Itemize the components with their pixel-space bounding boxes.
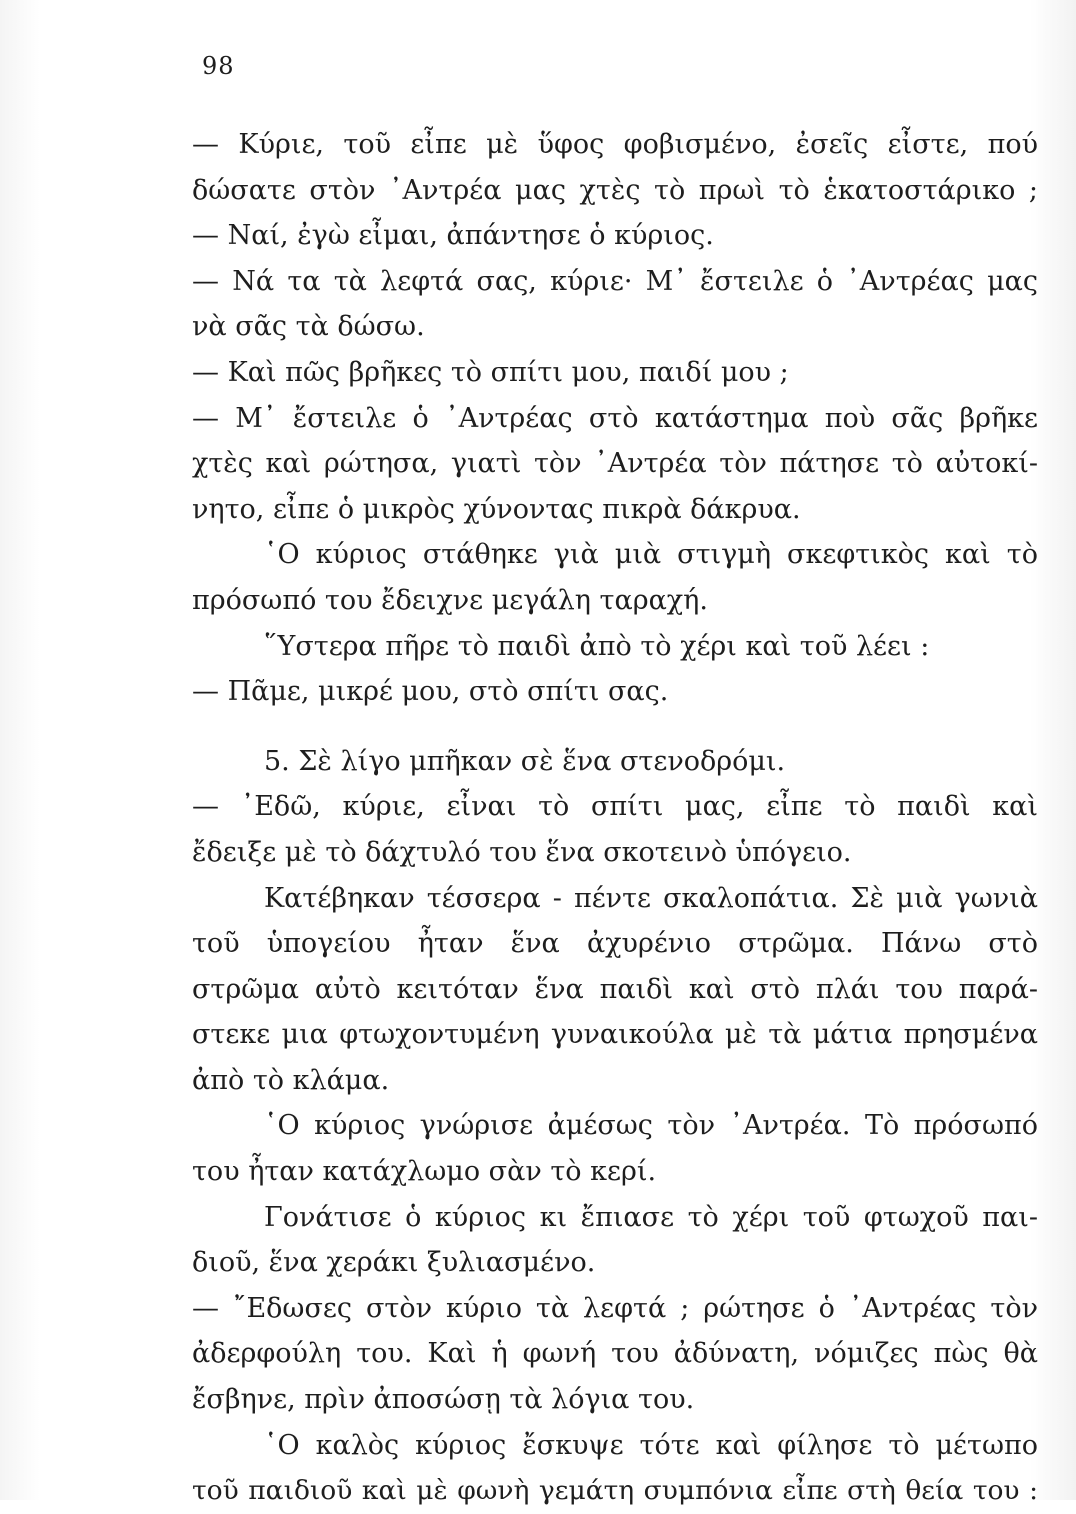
text-line: Κατέβηκαν τέσσερα - πέντε σκαλοπάτια. Σὲ μιὰ γωνιὰ [264, 882, 1038, 914]
text-line: ῞Υστερα πῆρε τὸ παιδὶ ἀπὸ τὸ χέρι καὶ τοῦ λέει : [264, 630, 930, 662]
text-line: του ἦταν κατάχλωμο σὰν τὸ κερί. [192, 1156, 657, 1188]
page-body-text [192, 122, 1038, 1514]
text-line: ῾Ο κύριος στάθηκε γιὰ μιὰ στιγμὴ σκεφτικὸς καὶ τὸ [264, 539, 1038, 571]
text-line: στεκε μια φτωχοντυμένη γυναικούλα μὲ τὰ μάτια πρησμένα [192, 1019, 1038, 1051]
text-line: πρόσωπό του ἔδειχνε μεγάλη ταραχή. [192, 584, 708, 616]
text-line: τοῦ παιδιοῦ καὶ μὲ φωνὴ γεμάτη συμπόνια εἶπε στὴ θεία του : [192, 1475, 1038, 1507]
text-line: νητο, εἶπε ὁ μικρὸς χύνοντας πικρὰ δάκρυα. [192, 493, 801, 525]
text-line: διοῦ, ἕνα χεράκι ξυλιασμένο. [192, 1247, 596, 1279]
text-line: Γονάτισε ὁ κύριος κι ἔπιασε τὸ χέρι τοῦ φτωχοῦ παι- [264, 1201, 1038, 1233]
text-line: — Νά τα τὰ λεφτά σας, κύριε· Μ᾿ ἔστειλε ὁ ᾿Αντρέας μας [192, 265, 1038, 297]
text-line: ἀδερφούλη του. Καὶ ἡ φωνή του ἀδύνατη, νόμιζες πὼς θὰ [192, 1338, 1038, 1370]
text-line: ῾Ο καλὸς κύριος ἔσκυψε τότε καὶ φίλησε τὸ μέτωπο [264, 1429, 1038, 1461]
text-line: ῾Ο κύριος γνώρισε ἀμέσως τὸν ᾿Αντρέα. Τὸ πρόσωπό [264, 1110, 1038, 1142]
text-line: — Πᾶμε, μικρέ μου, στὸ σπίτι σας. [192, 676, 669, 708]
text-line: — ᾿Εδῶ, κύριε, εἶναι τὸ σπίτι μας, εἶπε τὸ παιδὶ καὶ [192, 791, 1038, 823]
text-line: — Ναί, ἐγὼ εἶμαι, ἀπάντησε ὁ κύριος. [192, 220, 714, 252]
text-line: ἀπὸ τὸ κλάμα. [192, 1064, 390, 1096]
text-line: νὰ σᾶς τὰ δώσω. [192, 311, 425, 343]
text-line: — ῎Εδωσες στὸν κύριο τὰ λεφτά ; ρώτησε ὁ ᾿Αντρέας τὸν [192, 1292, 1038, 1324]
text-line: ἔσβηνε, πρὶν ἀποσώσῃ τὰ λόγια του. [192, 1384, 695, 1416]
section-gap [192, 715, 1038, 739]
text-line: τοῦ ὑπογείου ἦταν ἕνα ἀχυρένιο στρῶμα. Πάνω στὸ [192, 928, 1038, 960]
text-line: — Κύριε, τοῦ εἶπε μὲ ὕφος φοβισμένο, ἐσεῖς εἶστε, πού [192, 129, 1038, 160]
text-line: 5. Σὲ λίγο μπῆκαν σὲ ἕνα στενοδρόμι. [264, 745, 786, 777]
text-line: — Μ᾿ ἔστειλε ὁ ᾿Αντρέας στὸ κατάστημα ποὺ σᾶς βρῆκε [192, 402, 1038, 434]
text-line: χτὲς καὶ ρώτησα, γιατὶ τὸν ᾿Αντρέα τὸν πάτησε τὸ αὐτοκί- [192, 448, 1038, 480]
text-line: στρῶμα αὐτὸ κειτόταν ἕνα παιδὶ καὶ στὸ πλάι του παρά- [192, 973, 1038, 1005]
text-line: — Καὶ πῶς βρῆκες τὸ σπίτι μου, παιδί μου ; [192, 356, 789, 388]
text-line: δώσατε στὸν ᾿Αντρέα μας χτὲς τὸ πρωὶ τὸ ἑκατοστάρικο ; [192, 174, 1038, 206]
page-number: 98 [202, 52, 235, 80]
text-line: ἔδειξε μὲ τὸ δάχτυλό του ἕνα σκοτεινὸ ὑπόγειο. [192, 836, 852, 868]
